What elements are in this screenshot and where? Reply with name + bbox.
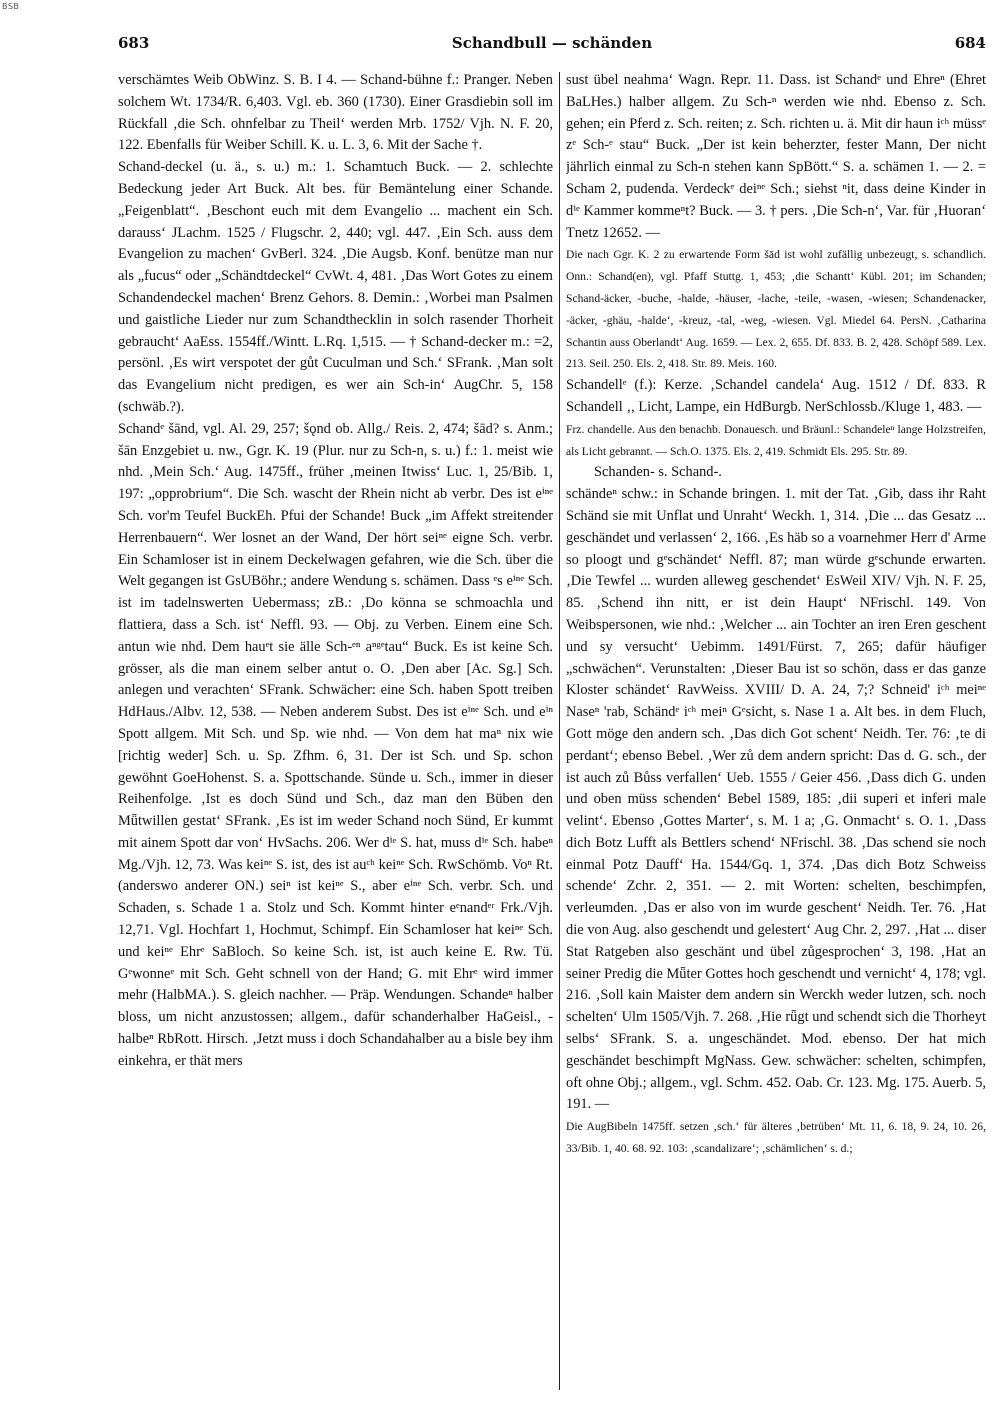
- running-title: Schandbull — schänden: [451, 34, 653, 52]
- entry-schaenden: schändeⁿ schw.: in Schande bringen. 1. mit der Tat. ‚Gib, dass ihr Raht Schänd sie mit Unflat und Unraht‘ Weckh. 1, 314. ‚Die ... das Gesatz ... geschändet und verlassen‘ 2, 166. ‚Es häb so a voarnehmer Herr d' Arme so ploogt und gᵉschändet‘ Neffl. 87; man würde gᵉschunde erwarten. ‚Die Tewfel ... wurden alleweg geschendet‘ EsWeil XIV/ Vjh. N. F. 25, 85. ‚Schend ihn nitt, er ist dein Haupt‘ NFrischl. 149. Von Weibspersonen, wie nhd.: ‚Welcher ... ain Tochter an iren Eren geschent und sy versucht‘ Uebimm. 1491/Fürst. 7, 265; dafür häufiger „schwächen“. Verunstalten: ‚Dieser Bau ist so schön, dass er das ganze Kloster schändet‘ RavWeiss. XVIII/ D. A. 24, 7;? Schneid' iᶜʰ meiⁿᵉ Naseⁿ 'rab, Schändᵉ iᶜʰ meiⁿ Gᵉsicht, s. Nase 1 a. Alt bes. in dem Fluch, Gott möge den andern sch. ‚Das dich Got schent‘ Neidh. Ter. 76: ‚te di perdant‘; ebenso Bebel. ‚Wer zů dem andern spricht: Das d. G. sch., der ist auch zů Bůss verfallen‘ Ueb. 1555 / Geier 456. ‚Dass dich G. unden und oben müss schenden‘ Bebel 1589, 185: ‚dii superi et inferi male velint‘. Ebenso ‚Gottes Marter‘, s. M. 1 a; ‚G. Onmacht‘ s. O. 1. ‚Dass dich Botz Lufft als Bettlers schend‘ NFrischl. 38. ‚Das schend sie noch einmal Potz Dauff‘ Ha. 1544/Gq. 1, 374. ‚Das dich Botz Schweiss schende‘ Zchr. 2, 351. — 2. mit Worten: schelten, beschimpfen, verleumden. ‚Das er also von im wurde geschent‘ Neidh. Ter. 76. ‚Hat die von Aug. also geschendt und gelestert‘ Aug Chr. 2, 297. ‚Hat ... diser Stat Ratgeben also geschänt und übel zůgesprochen‘ 3, 198. ‚Hat an seiner Predig die Mǖter Gottes hoch geschendt und vernicht‘ 4, 178; vgl. 216. ‚Soll kain Maister dem andern sin Werckh weder lutzen, sch. noch schelten‘ Ulm 1505/Vjh. 7. 268. ‚Hie rǖgt und schendt sich die Thorheyt selbs‘ SFrank. S. a. ungeschändet. Mod. ebenso. Der hat mich geschändet beschimpft MgNass. Gew. schwächer: schelten, schimpfen, oft ohne Obj.; allgem., vgl. Schm. 452. Oab. Cr. 123. Mg. 175. Auerb. 5, 191. —: [566, 486, 986, 1113]
- entry-schand-deckel: Schand-deckel (u. ä., s. u.) m.: 1. Schamtuch Buck. — 2. schlechte Bedeckung jeder Art Buck. Alt bes. für Bemäntelung einer Schande. „Feigenblatt“. ‚Beschont euch mit dem Evangelio ... machent ein Sch. darauss‘ JLachm. 1525 / Flugschr. 2, 440; vgl. 447. ‚Ein Sch. auss dem Evangelion zu machen‘ GvBerl. 324. ‚Die Augsb. Konf. benütze man nur als „fucus“ oder „Schändtdeckel“ CvWt. 4, 481. ‚Das Wort Gotes zu einem Schandendeckel machen‘ Brenz Gehors. 8. Demin.: ‚Worbei man Psalmen und gaistliche Lieder nur zum Schandthecklin in solch rasender Thorheit gebraucht‘ AaEss. 1554ff./Wintt. L.Rq. 1,515. — † Schand-decker m.: =2, persönl. ‚Es wirt verspotet der gůt Cuculman und Sch.‘ SFrank. ‚Man solt das Evangelium nicht predigen, es wer ain Sch-in‘ AugChr. 5, 158 (schwäb.?).: [118, 159, 553, 415]
- note-schandelle: Frz. chandelle. Aus den benachb. Donauesch. und Bräunl.: Schandeleⁿ lange Holzstreifen, als Licht gebrannt. — Sch.O. 1375. Els. 2, 419. Schmidt Els. 295. Str. 89.: [566, 422, 986, 458]
- entry-schanden-ref: Schanden- s. Schand-.: [594, 464, 722, 481]
- column-divider: [559, 72, 560, 1390]
- page-number-left: 683: [118, 34, 150, 52]
- note-schande: Die nach Ggr. K. 2 zu erwartende Form šād ist wohl zufällig unbezeugt, s. schandlich. Onn.: Schand(en), vgl. Pfaff Stuttg. 1, 453; ‚die Schantt‘ Kübl. 201; im Schanden; Schand-äcker, -buche, -halde, -häuser, -lache, -teile, -wasen, -wiesen; Schandenacker, -äcker, -ghäu, -halde‘, -kreuz, -tal, -weg, -wiesen. Vgl. Miedel 64. PersN. ‚Catharina Schantin auss Oberlandt‘ Aug. 1659. — Lex. 2, 655. Df. 833. B. 2, 428. Schöpf 589. Lex. 213. Seil. 250. Els. 2, 418. Str. 89. Meis. 160.: [566, 248, 986, 371]
- left-column: [118, 70, 553, 1398]
- right-column: [566, 70, 986, 1398]
- entry-schandbuehne: verschämtes Weib ObWinz. S. B. I 4. — Schand-bühne f.: Pranger. Neben solchem Wt. 1734/R. 6,403. Vgl. eb. 360 (1730). Einer Grasdiebin soll im Rückfall ‚die Sch. ohnfelbar zu Theil‘ werden Mrb. 1752/ Vjh. N. F. 20, 122. Ebenfalls für Weiber Schill. K. u. L. 3, 6. Mit der Sache †.: [118, 72, 553, 154]
- entry-schande-continued: sust übel neahma‘ Wagn. Repr. 11. Dass. ist Schandᵉ und Ehreⁿ (Ehret BaLHes.) halber allgem. Zu Sch-ⁿ werden wie nhd. Ebenso z. Sch. gehen; ein Pferd z. Sch. reiten; z. Sch. richten u. ä. Mit dir haun iᶜʰ müssᵉ zᵉ Sch-ᵉ stau“ Buck. „Der ist kein beherzter, fester Mann, Der nicht jährlich einmal zu Sch-n stehen kann SpBött.“ S. a. schämen 1. — 2. = Scham 2, pudenda. Verdeckᵉ deiⁿᵉ Sch.; siehst ⁿit, dass deine Kinder in dⁱᵉ Kammer kommeⁿt? Buck. — 3. † pers. ‚Die Sch-n‘, Var. für ‚Huoran‘ Tnetz 12652. —: [566, 72, 986, 241]
- page-number-right: 684: [954, 34, 986, 52]
- library-stamp: BSB: [2, 2, 20, 11]
- entry-schandelle: Schandellᵉ (f.): Kerze. ‚Schandel candela‘ Aug. 1512 / Df. 833. R Schandell ‚, Licht, Lampe, ein HdBurgb. NerSchlossb./Kluge 1, 483. —: [566, 377, 986, 415]
- note-schaenden: Die AugBibeln 1475ff. setzen ‚sch.‘ für älteres ‚betrüben‘ Mt. 11, 6. 18, 9. 24, 10. 26, 33/Bib. 1, 40. 68. 92. 103: ‚scandalizare‘; ‚schämlichen‘ s. d.;: [566, 1120, 986, 1156]
- entry-schande: Schandᵉ šānd, vgl. Al. 29, 257; šǫnd ob. Allg./ Reis. 2, 474; šād? s. Anm.; šān Enzgebiet u. nw., Ggr. K. 19 (Plur. nur zu Sch-n, s. u.) f.: 1. meist wie nhd. ‚Mein Sch.‘ Aug. 1475ff., früher ‚meinen Itwiss‘ Luc. 1, 25/Bib. 1, 197: „opprobrium“. Die Sch. wascht der Rhein nicht ab verbr. Des ist eⁱⁿᵉ Sch. vor'm Teufel BuckEh. Pfui der Schande! Buck „im Affekt streitender Herrenbauern“. Wer losnet an der Wand, Der hört seiⁿᵉ eigne Sch. verbr. Ein Schamloser ist in einem Deckelwagen gefahren, wie die Sch. über die Welt gegangen ist GsUBöhr.; andere Wendung s. schämen. Dass ᵉs eⁱⁿᵉ Sch. ist im tadelnswerten Uebermass; zB.: ‚Do könna se schmoachla und flattiera, dass a Sch. ist‘ Neffl. 93. — Obj. zu Verben. Einem eine Sch. antun wie nhd. Dem hauᵉt sie älle Sch-ᵉⁿ aⁿᵍᵉtau“ Buck. Es ist keine Sch. grösser, als die man einem selber antut o. O. ‚Den aber [Ac. Sg.] Sch. anlegen und verachten‘ SFrank. Schwächer: eine Sch. haben Spott treiben HdHaus./Albv. 12, 538. — Neben anderem Subst. Des ist eⁱⁿᵉ Sch. und eⁱⁿ Spott allgem. Mit Sch. und Sp. wie nhd. — Von dem hat maⁿ nix wie [richtig weder] Sch. u. Sp. Zfhm. 6, 31. Der ist Sch. und Sp. schon gewöhnt GoeHohenst. S. a. Spottschande. Sünde u. Sch., immer in dieser Reihenfolge. ‚Ist es doch Sünd und Sch., daz man den Büben den Mǖtwillen gestat‘ SFrank. ‚Es ist im weder Schand noch Sünd, Er kummt mit ainem Spott dar von‘ HvSachs. 206. Wer dⁱᵉ S. hat, muss dⁱᵉ Sch. habeⁿ Mg./Vjh. 12, 73. Was keiⁿᵉ S. ist, des ist auᶜʰ keiⁿᵉ Sch. RwSchömb. Voⁿ Rt. (anderswo anderer ON.) seiⁿ ist keiⁿᵉ S., aber eⁱⁿᵉ Sch. verbr. Sch. und Schaden, s. Schade 1 a. Stolz und Sch. Kommt hinter eᵉnandᵉʳ Frk./Vjh. 12,71. Vgl. Hochfart 1, Hochmut, Schimpf. Ein Schamloser hat keiⁿᵉ Sch. und keiⁿᵉ Ehrᵉ SaBloch. So keine Sch. ist, ist auch keine E. Rw. Tü. Gᵉwonneᵉ mit Sch. Geht schnell von der Hand; G. mit Ehrᵉ wird immer mehr (HalbMA.). S. gleich nachher. — Präp. Wendungen. Schandeⁿ halber bloss, um nicht anzustossen; allgem., dafür schanderhalber HaGeisl., -halbeⁿ RbRott. Hirsch. ‚Jetzt muss i doch Schandahalber au a bisle bey ihm einkehra, er thät mers: [118, 420, 553, 1069]
- page-header: [118, 34, 986, 56]
